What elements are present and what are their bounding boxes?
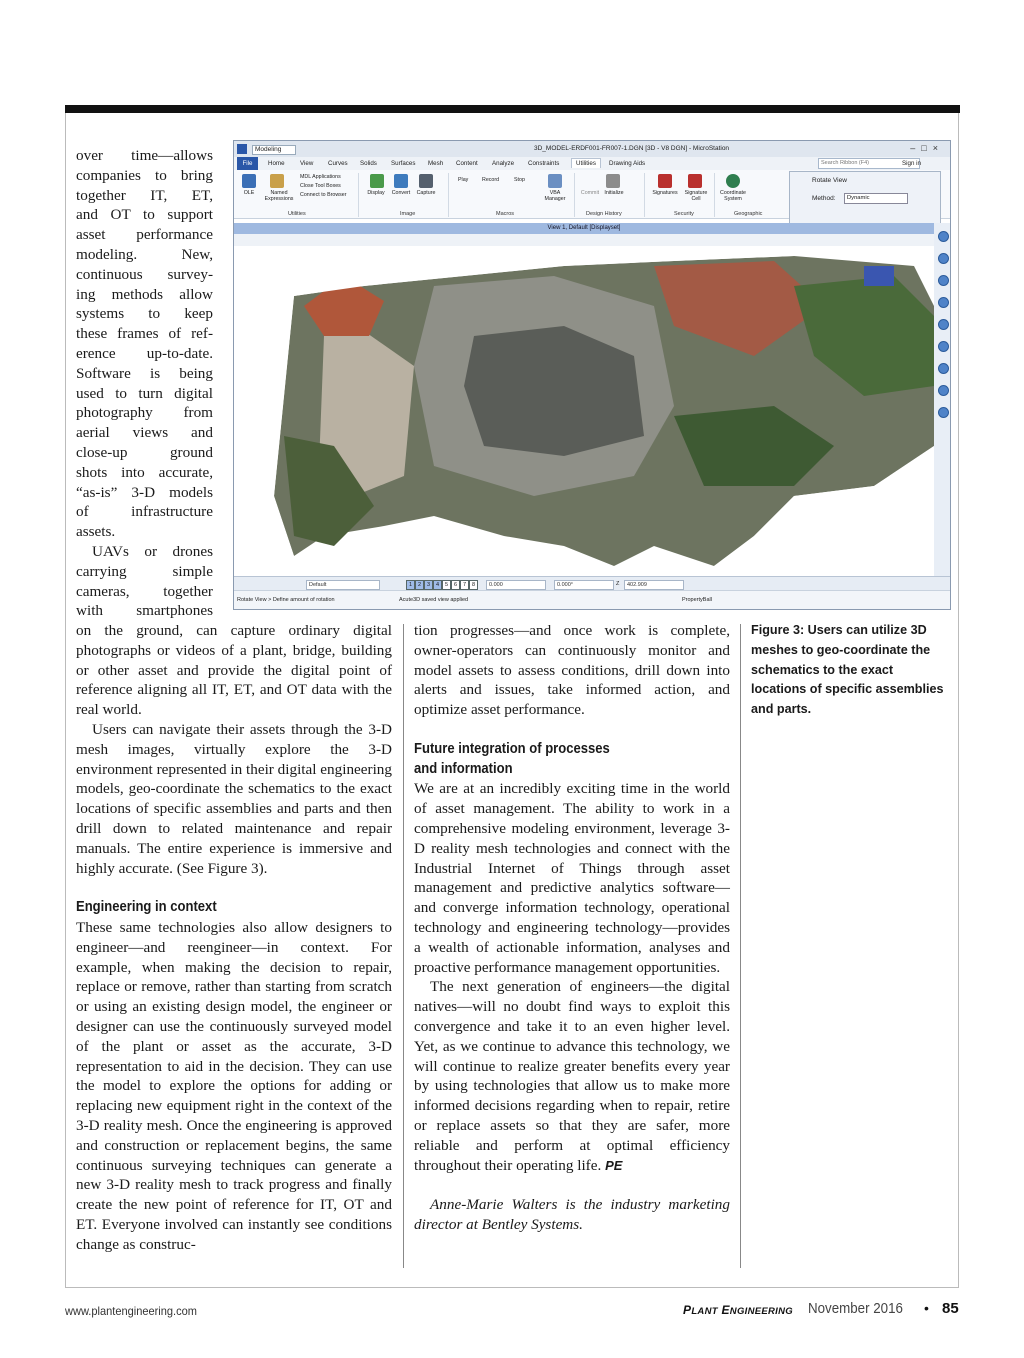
tab-curves[interactable]: Curves [328, 160, 348, 167]
line: shots into accurate, [76, 463, 213, 481]
line: “as-is” 3-D models [76, 483, 213, 501]
initialize-label: Initialize [604, 190, 624, 196]
signatures-label: Signatures [652, 190, 678, 196]
line: continuous survey- [76, 265, 213, 283]
coord-z-field[interactable]: 402.909 [624, 580, 684, 590]
ribbon-separator [644, 173, 645, 217]
view-title-bar: View 1, Default [Displayset] [234, 223, 934, 234]
line: Software is being [76, 364, 213, 382]
tab-home[interactable]: Home [268, 160, 285, 167]
frame-bottom-rule [65, 1287, 959, 1288]
microstation-app-icon [237, 144, 247, 154]
window-titlebar [234, 141, 950, 157]
group-geographic: Geographic [734, 211, 763, 217]
3d-mesh-viewport[interactable] [234, 246, 934, 576]
capture-icon[interactable] [419, 174, 433, 188]
figure-3-screenshot [233, 140, 951, 610]
workspace-selector[interactable]: Modeling [252, 145, 296, 155]
rotate-view-title: Rotate View [812, 177, 847, 184]
commit-label[interactable]: Commit [580, 190, 600, 196]
initialize-icon[interactable] [606, 174, 620, 188]
footer-magazine-name [683, 1303, 793, 1317]
view-control-icon[interactable] [938, 275, 949, 286]
signatures-icon[interactable] [658, 174, 672, 188]
tab-surfaces[interactable]: Surfaces [391, 160, 416, 167]
line: modeling. New, [76, 245, 213, 263]
ribbon-tabs [234, 157, 950, 170]
line: of infrastructure [76, 503, 213, 521]
search-ribbon-input[interactable]: Search Ribbon (F4) [818, 158, 920, 169]
view-control-icon[interactable] [938, 297, 949, 308]
tab-analyze[interactable]: Analyze [492, 160, 515, 167]
paragraph: These same technologies also allow designers to engineer—and reengineer—in context. For example, when making the decision to repair, replace or remove, rather than starting from scratch or using an existing design model, the engineer or designer can use the continuously surveyed model of the plant or asset as the accurate, 3-D representation to aid in the decision. They can use the model to explore the options for adding or replacing new equipment right in the context of the 3-D reality mesh. Once the engineering is approved and construction or replacement begins, the same continuous surveying techniques can generate a new 3-D reality mesh to track progress and finally create the new point of reference for IT, OT and ET. Everyone involved can instantly see conditions change as construc- [76, 918, 392, 1253]
view-toolbar[interactable] [234, 234, 934, 246]
line: ing methods allow [76, 285, 213, 303]
tab-content[interactable]: Content [456, 160, 478, 167]
close-tool-boxes-button[interactable]: Close Tool Boxes [300, 183, 341, 189]
sign-in-link[interactable]: Sign in [902, 160, 921, 167]
tab-solids[interactable]: Solids [360, 160, 377, 167]
view-control-icon[interactable] [938, 341, 949, 352]
named-expressions-label: Named Expressions [264, 190, 294, 202]
level-select[interactable]: Default [306, 580, 380, 590]
z-label: Z [616, 581, 620, 587]
view-control-icon[interactable] [938, 385, 949, 396]
section-heading: Engineering in context [76, 899, 217, 916]
footer-website: www.plantengineering.com [65, 1304, 197, 1318]
line: and OT to support [76, 206, 213, 224]
view-toggle[interactable]: 5 [442, 580, 451, 590]
tab-drawing-aids[interactable]: Drawing Aids [609, 160, 646, 167]
named-expressions-icon[interactable] [270, 174, 284, 188]
status-prompt: Rotate View > Define amount of rotation [237, 597, 335, 603]
coord-x-field[interactable]: 0.000 [486, 580, 546, 590]
group-image: Image [400, 211, 416, 217]
frame-left-rule [65, 113, 66, 1288]
ribbon-separator [574, 173, 575, 217]
magazine-smallcaps: LANT [691, 1306, 718, 1317]
footer-bullet: • [924, 1300, 929, 1316]
view-toggle[interactable]: 3 [424, 580, 433, 590]
method-select[interactable]: Dynamic [844, 193, 908, 204]
group-design-history: Design History [586, 211, 622, 217]
view-toggle[interactable]: 7 [460, 580, 469, 590]
connect-to-browser-button[interactable]: Connect to Browser [300, 192, 347, 198]
status-property: PropertyBall [682, 597, 712, 603]
window-controls-icon[interactable]: –□× [910, 143, 944, 153]
view-controls-bar [934, 223, 950, 576]
column-1 [76, 621, 392, 1255]
tab-utilities[interactable]: Utilities [571, 158, 601, 168]
convert-icon[interactable] [394, 174, 408, 188]
line: cameras, together [76, 582, 213, 600]
line: assets. [76, 523, 116, 541]
line: asset performance [76, 226, 213, 244]
line: companies to bring [76, 166, 213, 184]
ribbon-separator [358, 173, 359, 217]
column-divider [740, 624, 741, 1268]
tab-view[interactable]: View [300, 160, 314, 167]
view-control-icon[interactable] [938, 231, 949, 242]
page-number: 85 [942, 1300, 959, 1317]
line: over time—allows [76, 147, 213, 164]
tab-mesh[interactable]: Mesh [428, 160, 444, 167]
line: together IT, ET, [76, 186, 213, 204]
top-rule [65, 105, 960, 113]
tab-constraints[interactable]: Constraints [528, 160, 560, 167]
line: photography from [76, 404, 213, 422]
window-title: 3D_MODEL-ERDF001-FR007-1.DGN [3D - V8 DGN] - MicroStation [534, 145, 730, 152]
author-byline: Anne-Marie Walters is the industry marketing director at Bentley Systems. [414, 1196, 730, 1233]
column-divider [403, 624, 404, 1268]
view-toggle[interactable]: 2 [415, 580, 424, 590]
signature-cell-icon[interactable] [688, 174, 702, 188]
group-utilities: Utilities [288, 211, 306, 217]
view-toggle[interactable]: 4 [433, 580, 442, 590]
line: with smartphones [76, 602, 213, 620]
display-label: Display [367, 190, 385, 196]
coord-y-field[interactable]: 0.000° [554, 580, 614, 590]
view-toggle[interactable]: 6 [451, 580, 460, 590]
line: aerial views and [76, 424, 213, 442]
paragraph: on the ground, can capture ordinary digital photographs or videos of a plant, bridge, building or other asset and provide the digital point of reference aligning all IT, ET, and OT data with the real world. [76, 622, 392, 719]
magazine-initial: E [721, 1303, 730, 1317]
line: close-up ground [76, 443, 213, 461]
section-heading-line: and information [414, 760, 513, 777]
status-message: Acute3D saved view applied [399, 597, 469, 603]
vba-manager-icon[interactable] [548, 174, 562, 188]
line: these frames of ref- [76, 325, 213, 343]
view-toggle[interactable]: 8 [469, 580, 478, 590]
line: used to turn digital [76, 384, 213, 402]
paragraph-text: The next generation of engineers—the digital natives—will no doubt find ways to exploit this convergence and take it to an even higher level. Yet, as we continue to advance this technology, we will continue to realize greater benefits every year by using technologies that allow us to make more informed decisions regarding when to repair, retire or replace assets so that they are safer, more reliable and perform at optimal efficiency throughout their operating life. [414, 978, 730, 1174]
line: UAVs or drones [92, 542, 213, 560]
convert-label: Convert [391, 190, 411, 196]
play-button[interactable]: Play [458, 177, 469, 183]
status-bar [234, 590, 950, 610]
magazine-smallcaps: NGINEERING [729, 1306, 793, 1317]
pe-end-mark: PE [605, 1157, 623, 1173]
section-heading-line: Future integration of processes [414, 740, 610, 757]
group-security: Security [674, 211, 694, 217]
line: erence up-to-date. [76, 344, 213, 362]
coordinate-system-icon[interactable] [726, 174, 740, 188]
magazine-initial: P [683, 1303, 692, 1317]
record-button[interactable]: Record [482, 177, 500, 183]
paragraph: tion progresses—and once work is complete, owner-operators can continuously monitor and model assets to assess conditions, drill down into alerts and issues, take informed action, and optimize asset performance. [414, 622, 730, 719]
reality-mesh-image [234, 246, 934, 576]
column-2 [414, 621, 730, 1235]
line: systems to keep [76, 305, 213, 323]
attribute-toolbar [234, 576, 950, 591]
ribbon-separator [714, 173, 715, 217]
paragraph: We are at an incredibly exciting time in the world of asset management. The ability to work in a comprehensive modeling environment, leverage 3-D reality mesh technologies and connect with the Industrial Internet of Things through asset management and predictive analytics software—and converge information technology, operational technology and engineering technology—provides a wealth of actionable information, analyses and proactive performance management opportunities. [414, 780, 730, 976]
column-1-top [76, 146, 213, 621]
ole-label: OLE [243, 190, 255, 196]
capture-label: Capture [416, 190, 436, 196]
view-control-icon[interactable] [938, 253, 949, 264]
signature-cell-label: Signature Cell [684, 190, 708, 202]
ribbon-separator [448, 173, 449, 217]
view-control-icon[interactable] [938, 363, 949, 374]
display-icon[interactable] [370, 174, 384, 188]
method-label: Method: [812, 195, 836, 202]
coordinate-system-label: Coordinate System [720, 190, 746, 202]
mdl-applications-button[interactable]: MDL Applications [300, 174, 341, 180]
frame-right-rule [958, 113, 959, 1288]
ole-icon[interactable] [242, 174, 256, 188]
view-toggle[interactable]: 1 [406, 580, 415, 590]
figure-caption: Figure 3: Users can utilize 3D meshes to geo-coordinate the schematics to the exact locations of specific assemblies and parts. [751, 623, 944, 717]
view-control-icon[interactable] [938, 319, 949, 330]
paragraph [414, 977, 730, 1175]
paragraph: Users can navigate their assets through the 3-D mesh images, virtually explore the 3-D environment represented in their digital engineering models, geo-coordinate the schematics to the exact locations of specific assemblies and parts and then drill down to related maintenance and repair manuals. The entire experience is immersive and highly accurate. (See Figure 3). [76, 720, 392, 877]
tab-file[interactable]: File [237, 157, 258, 170]
line: carrying simple [76, 562, 213, 580]
group-macros: Macros [496, 211, 515, 217]
stop-button[interactable]: Stop [514, 177, 525, 183]
footer-issue-date: November 2016 [808, 1301, 903, 1317]
vba-manager-label: VBA Manager [544, 190, 566, 202]
view-control-icon[interactable] [938, 407, 949, 418]
rotate-view-dialog [789, 171, 941, 227]
